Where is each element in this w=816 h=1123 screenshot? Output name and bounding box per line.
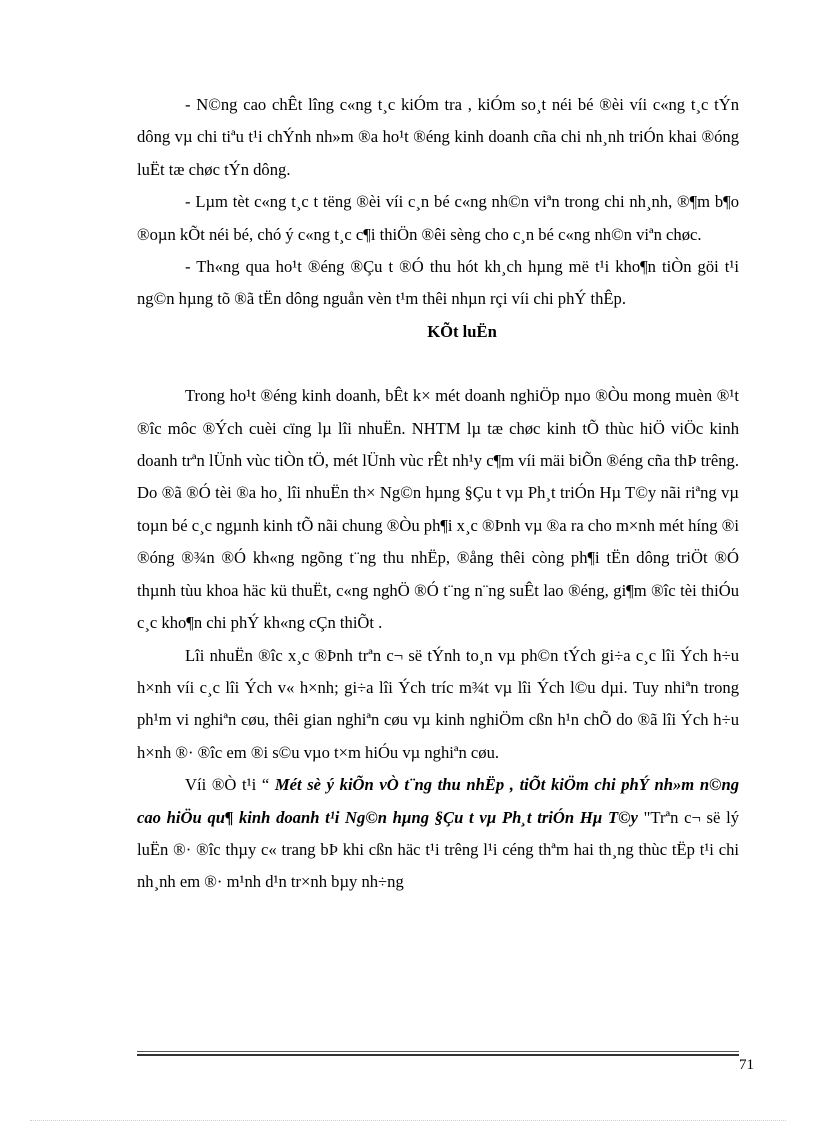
closing-lead: Víi ®Ò t¹i “	[185, 775, 275, 795]
paragraph-profit: Lîi nhuËn ®îc x¸c ®Þnh trªn c¬ së tÝnh to¸n vµ ph©n tÝch gi÷a c¸c lîi Ých h÷u h×nh víi c¸c lîi Ých v« h×nh; gi÷a lîi Ých tríc m¾t vµ lîi Ých l©u dµi. Tuy nhiªn trong ph¹m vi nghiªn cøu, thêi gian nghiªn cøu vµ kinh nghiÖm cßn h¹n chÕ do ®ã lîi Ých h÷u h×nh ®· ®îc em ®i s©u vµo t×m hiÓu vµ nghiªn cøu.	[137, 645, 739, 762]
thesis-title: Mét sè ý kiÕn vÒ t¨ng thu nhËp , tiÕt kiÖm chi phÝ nh»m n©ng cao hiÖu qu¶ kinh doanh t¹i Ng©n hµng §Çu t vµ Ph¸t triÓn Hµ T©y	[137, 775, 739, 827]
paragraph-quality-control: - N©ng cao chÊt lîng c«ng t¸c kiÓm tra , kiÓm so¸t néi bé ®èi víi c«ng t¸c tÝn dông vµ chi tiªu t¹i chÝnh nh»m ®a ho¹t ®éng kinh doanh cña chi nh¸nh triÓn khai ®óng luËt tæ chøc tÝn dông.	[137, 95, 739, 179]
paragraph-closing	[137, 769, 739, 899]
page-bottom-divider	[30, 1120, 786, 1121]
paragraph-conclusion-intro: Trong ho¹t ®éng kinh doanh, bÊt k× mét doanh nghiÖp nµo ®Òu mong muèn ®¹t ®îc môc ®Ých cuèi cïng lµ lîi nhuËn. NHTM lµ tæ chøc kinh tÕ thùc hiÖ viÖc kinh doanh trªn lÜnh vùc tiÒn tÖ, mét lÜnh vùc rÊt nh¹y c¶m víi mäi biÕn ®éng cña thÞ trêng. Do ®ã ®Ó tèi ®a ho¸ lîi nhuËn th× Ng©n hµng §Çu t vµ Ph¸t triÓn Hµ T©y nãi riªng vµ toµn bé c¸c ngµnh kinh tÕ nãi chung ®Òu ph¶i x¸c ®Þnh vµ ®a ra cho m×nh mét híng ®i ®óng ®¾n ®Ó kh«ng ngõng t¨ng thu nhËp, ®ång thêi còng ph¶i tËn dông triÖt ®Ó thµnh tùu khoa häc kü thuËt, c«ng nghÖ ®Ó t¨ng n¨ng suÊt lao ®éng, gi¶m ®îc tèi thiÓu c¸c kho¶n chi phÝ kh«ng cÇn thiÕt .	[137, 386, 739, 633]
paragraph-investment-activity: - Th«ng qua ho¹t ®éng ®Çu t ®Ó thu hót kh¸ch hµng më t¹i kho¶n tiÒn göi t¹i ng©n hµng tõ ®ã tËn dông nguån vèn t¹m thêi nhµn rçi víi chi phÝ thÊp.	[137, 257, 739, 309]
paragraph-staff-ideology: - Lµm tèt c«ng t¸c t tëng ®èi víi c¸n bé c«ng nh©n viªn trong chi nh¸nh, ®¶m b¶o ®oµn kÕt néi bé, chó ý c«ng t¸c c¶i thiÖn ®êi sèng cho c¸n bé c«ng nh©n viªn chøc.	[137, 192, 739, 244]
closing-tail: "Trªn c¬ së lý luËn ®· ®îc thµy c« trang bÞ khi cßn häc t¹i trêng l¹i céng thªm hai th¸ng thùc tËp t¹i chi nh¸nh em ®· m¹nh d¹n tr×nh bµy nh÷ng	[137, 807, 739, 892]
body-text	[137, 89, 739, 899]
conclusion-heading: KÕt luËn	[427, 321, 497, 341]
footer-rule-thin	[137, 1051, 739, 1052]
page-number: 71	[739, 1057, 754, 1073]
footer-rule-thick	[137, 1054, 739, 1056]
